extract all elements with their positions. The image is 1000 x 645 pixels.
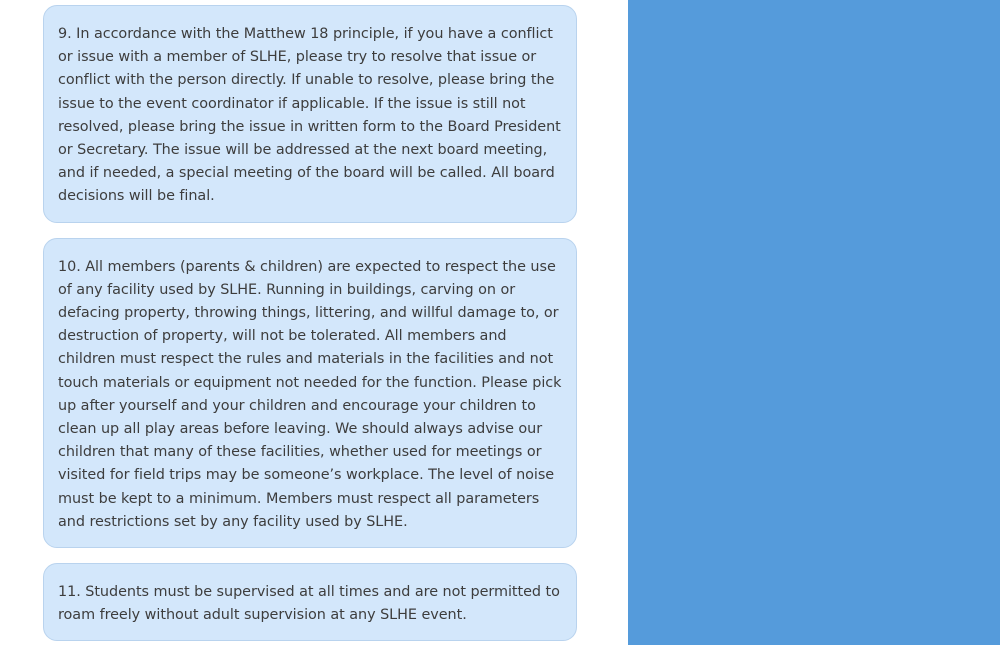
rule-text: 10. All members (parents & children) are expected to respect the use of any facility used by SLHE. Running in buildings, carving on or defacing property, throwing things, littering, and willful damage to, or destruction of property, will not be tolerated. All members and children must respect the rules and materials in the facilities and not touch materials or equipment not needed for the function. Please pick up after yourself and your children and encourage your children to clean up all play areas before leaving. We should always advise our children that many of these facilities, whether used for meetings or visited for field trips may be someone’s workplace. The level of noise must be kept to a minimum. Members must respect all parameters and restrictions set by any facility used by SLHE. (58, 258, 562, 530)
rule-text: 9. In accordance with the Matthew 18 principle, if you have a conflict or issue with a member of SLHE, please try to resolve that issue or conflict with the person directly. If unable to resolve, please bring the issue to the event coordinator if applicable. If the issue is still not resolved, please bring the issue in written form to the Board President or Secretary. The issue will be addressed at the next board meeting, and if needed, a special meeting of the board will be called. All board decisions will be final. (58, 26, 561, 205)
side-panel (628, 0, 1000, 645)
rule-card-9 (43, 5, 577, 223)
rule-card-10 (43, 238, 577, 548)
rules-list (43, 5, 577, 645)
rule-text: 11. Students must be supervised at all times and are not permitted to roam freely without adult supervision at any SLHE event. (58, 584, 560, 624)
rule-card-11 (43, 563, 577, 641)
